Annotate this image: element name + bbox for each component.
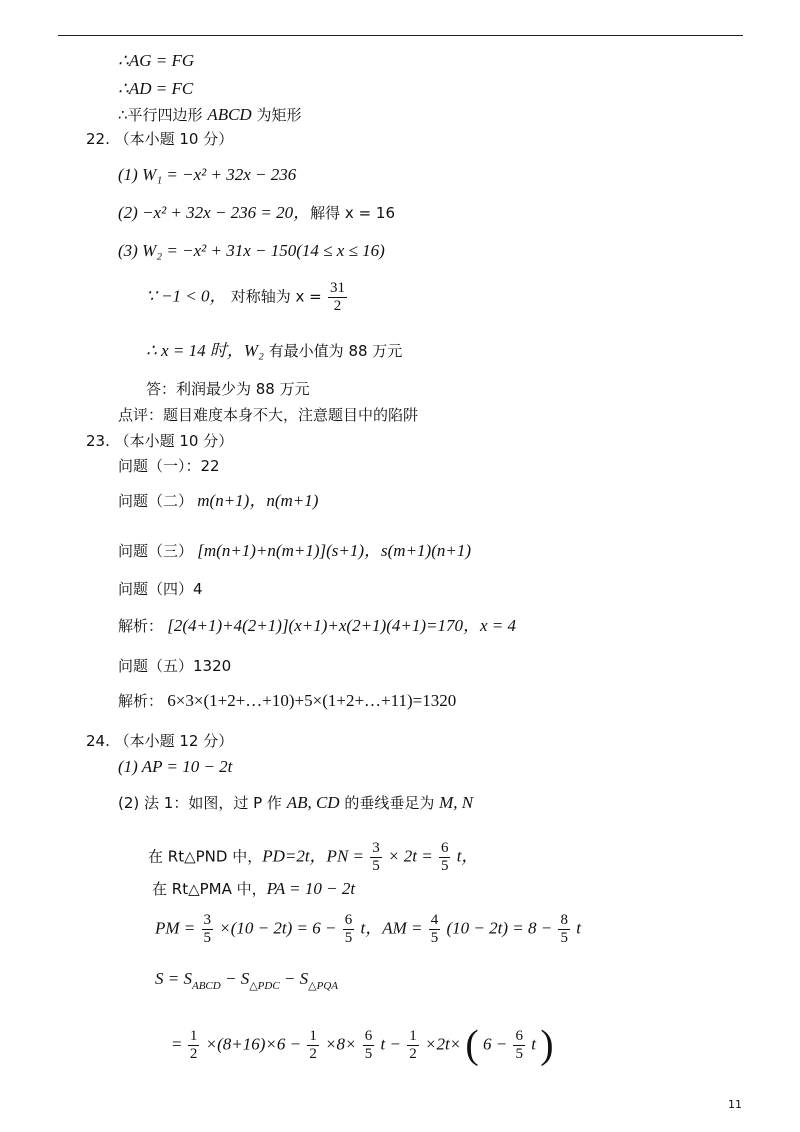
fraction-numerator: 6 bbox=[344, 912, 353, 928]
fraction-1-2 bbox=[307, 1028, 319, 1063]
q24-intro-text: (2) 法 1：如图，过 P 作 bbox=[118, 794, 287, 812]
header-rule bbox=[58, 35, 743, 36]
q24-calc-part1: ×(8+16)×6 − bbox=[205, 1034, 302, 1054]
q22-comment: 点评：题目难度本身不大，注意题目中的陷阱 bbox=[118, 406, 419, 424]
fraction-1-2 bbox=[407, 1028, 419, 1063]
q24-intro-points: M, N bbox=[439, 793, 474, 812]
q23-q2-label: 问题（二） bbox=[118, 492, 194, 510]
q23-title: 23. （本小题 10 分） bbox=[86, 432, 234, 450]
q24-title: 24. （本小题 12 分） bbox=[86, 732, 234, 750]
fraction-numerator: 31 bbox=[330, 280, 345, 296]
fraction-6-5 bbox=[343, 912, 355, 947]
q22-part2 bbox=[118, 202, 395, 224]
fraction-denominator: 5 bbox=[440, 858, 449, 874]
q24-intro-sides: AB, CD bbox=[286, 793, 340, 812]
q22-part1: (1) W₁ = −x² + 32x − 236 bbox=[118, 165, 297, 184]
q24-calc-eq: = bbox=[172, 1034, 182, 1054]
page-number: 11 bbox=[728, 1098, 742, 1111]
fraction-3-5 bbox=[370, 840, 382, 875]
line-ad-fc: ∴AD = FC bbox=[118, 79, 194, 98]
fraction-denominator: 2 bbox=[309, 1046, 317, 1062]
q24-pnd-tail: t， bbox=[456, 846, 479, 866]
fraction-denominator: 5 bbox=[515, 1046, 523, 1062]
q23-analysis4-label: 解析： bbox=[118, 617, 164, 635]
fraction-6-5 bbox=[513, 1028, 525, 1063]
fraction-numerator: 6 bbox=[440, 840, 449, 856]
conclusion-suffix: 为矩形 bbox=[251, 106, 302, 124]
fraction-numerator: 8 bbox=[560, 912, 568, 928]
fraction-denominator: 5 bbox=[560, 930, 568, 946]
fraction-4-5 bbox=[429, 912, 441, 947]
right-paren: ) bbox=[540, 1021, 554, 1067]
q23-analysis4 bbox=[118, 615, 516, 637]
q23-analysis5-equation: 6×3×(1+2+…+10)+5×(1+2+…+11)=1320 bbox=[167, 691, 457, 710]
fraction-numerator: 3 bbox=[203, 912, 212, 928]
fraction-numerator: 1 bbox=[189, 1028, 198, 1044]
q24-triangle-pma bbox=[152, 878, 355, 900]
fraction-6-5 bbox=[439, 840, 451, 875]
q24-pnd-eq: PD=2t，PN = bbox=[262, 846, 365, 866]
q22-part2-equation: (2) −x² + 32x − 236 = 20， bbox=[118, 203, 311, 222]
conclusion-abcd: ABCD bbox=[207, 105, 252, 124]
q22-part3: (3) W₂ = −x² + 31x − 150(14 ≤ x ≤ 16) bbox=[118, 241, 385, 260]
q24-pma-label: 在 Rt△PMA 中， bbox=[152, 880, 267, 898]
q24-area-calc bbox=[172, 1021, 554, 1067]
q24-part1: (1) AP = 10 − 2t bbox=[118, 757, 233, 776]
q23-analysis5 bbox=[118, 690, 456, 712]
fraction-denominator: 2 bbox=[189, 1046, 198, 1062]
q24-area-formula: $S = S_{ABCD} - S_{\triangle PDC} - S_{\triangle PQA}$ bbox=[155, 969, 338, 992]
q24-calc-part6: t bbox=[531, 1034, 536, 1054]
fraction-numerator: 6 bbox=[364, 1028, 373, 1044]
q24-am-tail: t bbox=[576, 918, 581, 938]
q24-pm-am bbox=[155, 912, 581, 947]
conclusion-prefix: ∴平行四边形 bbox=[118, 106, 208, 124]
q23-question2 bbox=[118, 490, 318, 512]
fraction-8-5 bbox=[558, 912, 570, 947]
q24-calc-part5: 6 − bbox=[482, 1034, 508, 1054]
q24-pm-expr: ×(10 − 2t) = 6 − bbox=[219, 918, 337, 938]
q22-axis-line bbox=[146, 280, 349, 315]
q24-calc-part3: t − bbox=[380, 1034, 401, 1054]
q24-am-label: t，AM = bbox=[360, 918, 423, 938]
fraction-numerator: 3 bbox=[372, 840, 380, 856]
q23-analysis4-equation: [2(4+1)+4(2+1)](x+1)+x(2+1)(4+1)=170，x = 4 bbox=[167, 616, 516, 635]
q23-question4: 问题（四）4 bbox=[118, 580, 203, 598]
fraction-3-5 bbox=[202, 912, 214, 947]
q24-calc-part2: ×8× bbox=[325, 1034, 357, 1054]
q22-axis-label: 对称轴为 x = bbox=[230, 287, 322, 306]
fraction-6-5 bbox=[363, 1028, 375, 1063]
q24-pnd-label: 在 Rt△PND 中， bbox=[148, 847, 263, 866]
line-ag-fg: ∴AG = FG bbox=[118, 51, 195, 70]
fraction-denominator: 5 bbox=[430, 930, 439, 946]
q24-part2-intro bbox=[118, 792, 473, 814]
q23-q2-answer: m(n+1)，n(m+1) bbox=[197, 491, 319, 510]
q24-pnd-times: × 2t = bbox=[388, 846, 433, 866]
q24-intro-foot: 的垂线垂足为 bbox=[339, 794, 440, 812]
q23-q3-answer: [m(n+1)+n(m+1)](s+1)，s(m+1)(n+1) bbox=[197, 541, 472, 560]
q24-am-expr: (10 − 2t) = 8 − bbox=[446, 918, 553, 938]
fraction-denominator: 5 bbox=[203, 930, 212, 946]
q23-q3-label: 问题（三） bbox=[118, 542, 194, 560]
fraction-numerator: 6 bbox=[515, 1028, 523, 1044]
q24-calc-part4: ×2t× bbox=[424, 1034, 462, 1054]
fraction-denominator: 2 bbox=[333, 298, 342, 314]
fraction-denominator: 5 bbox=[364, 1046, 373, 1062]
q22-min-line bbox=[146, 340, 402, 362]
q22-min-cond: ∴ x = 14 时，W₂ bbox=[146, 341, 264, 360]
fraction-numerator: 4 bbox=[430, 912, 439, 928]
fraction-numerator: 1 bbox=[309, 1028, 317, 1044]
fraction-1-2 bbox=[188, 1028, 200, 1063]
q23-analysis5-label: 解析： bbox=[118, 692, 164, 710]
q23-question5: 问题（五）1320 bbox=[118, 657, 232, 675]
q22-axis-cond: ∵ −1 < 0， bbox=[146, 286, 227, 306]
fraction-denominator: 5 bbox=[372, 858, 380, 874]
q22-axis-fraction bbox=[328, 280, 347, 315]
q22-min-text: 有最小值为 88 万元 bbox=[263, 342, 403, 360]
q22-answer: 答：利润最少为 88 万元 bbox=[146, 380, 310, 398]
q24-pma-eq: PA = 10 − 2t bbox=[266, 879, 356, 898]
left-paren: ( bbox=[465, 1021, 479, 1067]
fraction-denominator: 5 bbox=[344, 930, 353, 946]
q23-question3 bbox=[118, 540, 471, 562]
line-rectangle-conclusion bbox=[118, 104, 301, 126]
fraction-denominator: 2 bbox=[409, 1046, 417, 1062]
q22-part2-solution: 解得 x = 16 bbox=[310, 204, 395, 222]
q24-triangle-pnd bbox=[148, 840, 478, 875]
fraction-numerator: 1 bbox=[409, 1028, 417, 1044]
q23-question1: 问题（一）：22 bbox=[118, 457, 220, 475]
q22-title: 22. （本小题 10 分） bbox=[86, 130, 234, 148]
q24-pm-label: PM = bbox=[155, 918, 196, 938]
